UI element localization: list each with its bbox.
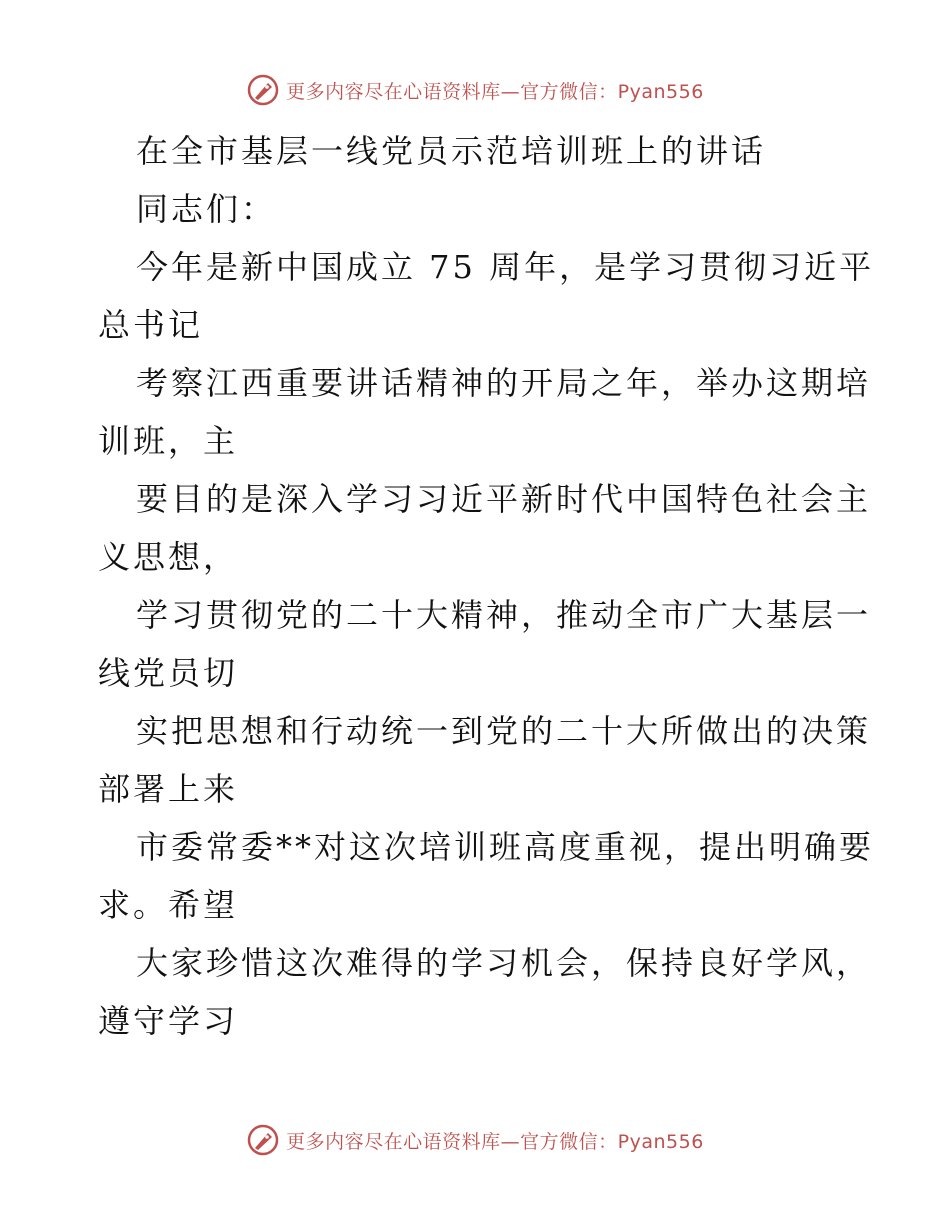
text-line: 义思想， <box>98 538 239 576</box>
footer-watermark <box>0 1120 950 1160</box>
pen-nib-icon <box>246 1123 280 1157</box>
document-title: 在全市基层一线党员示范培训班上的讲话 <box>136 132 767 170</box>
text-line: 实把思想和行动统一到党的二十大所做出的决策 <box>136 712 872 750</box>
text-line: 遵守学习 <box>98 1002 239 1040</box>
watermark-text: 更多内容尽在心语资料库—官方微信：Pyan556 <box>286 80 704 103</box>
text-line: 考察江西重要讲话精神的开局之年，举办这期培 <box>136 364 872 402</box>
header-watermark <box>0 70 950 110</box>
text-line: 线党员切 <box>98 654 239 692</box>
watermark-text: 更多内容尽在心语资料库—官方微信：Pyan556 <box>286 1130 704 1153</box>
text-line: 市委常委**对这次培训班高度重视，提出明确要 <box>136 828 875 866</box>
text-line: 大家珍惜这次难得的学习机会，保持良好学风， <box>136 944 872 982</box>
text-line: 同志们： <box>136 190 277 228</box>
text-line: 要目的是深入学习习近平新时代中国特色社会主 <box>136 480 872 518</box>
document-body <box>98 122 875 1050</box>
text-line: 总书记 <box>98 306 204 344</box>
text-line: 求。希望 <box>98 886 239 924</box>
text-line: 训班，主 <box>98 422 239 460</box>
text-line: 今年是新中国成立 75 周年，是学习贯彻习近平 <box>136 248 875 286</box>
text-line: 学习贯彻党的二十大精神，推动全市广大基层一 <box>136 596 872 634</box>
pen-nib-icon <box>246 73 280 107</box>
text-line: 部署上来 <box>98 770 239 808</box>
